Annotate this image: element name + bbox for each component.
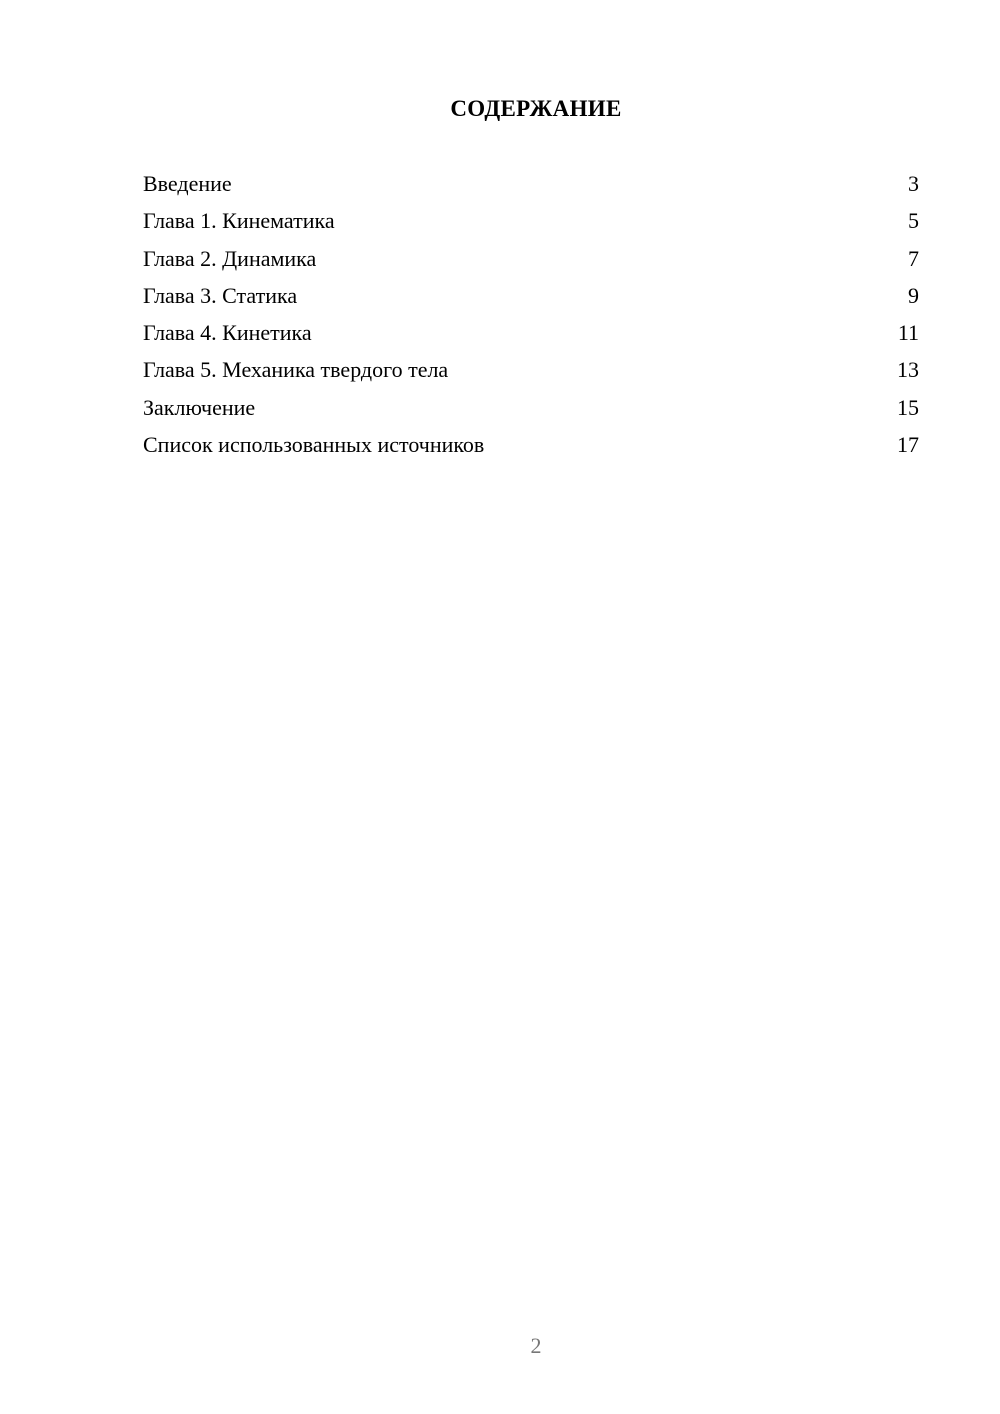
toc-entry-chapter-5	[143, 354, 919, 391]
page-title: СОДЕРЖАНИЕ	[450, 96, 622, 121]
toc-entry-page: 15	[897, 394, 919, 420]
toc-entry-chapter-3	[143, 280, 919, 317]
toc-entry-label: Глава 2. Динамика	[143, 245, 317, 271]
toc-entry-references	[143, 429, 919, 466]
toc-entry-page: 3	[908, 171, 919, 196]
toc-entry-label: Список использованных источников	[143, 432, 485, 458]
toc-entry-page: 9	[908, 282, 919, 308]
toc-entry-page: 13	[897, 357, 919, 383]
toc-entry-label: Глава 3. Статика	[143, 282, 298, 308]
toc-entry-chapter-2	[143, 243, 919, 280]
toc-entry-page: 7	[908, 245, 919, 271]
toc-entry-label: Введение	[143, 171, 232, 196]
toc-entry-page: 11	[897, 320, 919, 346]
toc-entry-page: 17	[897, 432, 919, 458]
table-of-contents	[143, 168, 919, 466]
toc-entry-chapter-1	[143, 205, 919, 242]
toc-entry-label: Глава 5. Механика твердого тела	[143, 357, 449, 383]
toc-entry-introduction	[143, 168, 919, 205]
toc-entry-chapter-4	[143, 317, 919, 354]
toc-entry-label: Глава 1. Кинематика	[143, 208, 335, 234]
toc-entry-label: Заключение	[143, 394, 256, 420]
toc-entry-conclusion	[143, 392, 919, 429]
page-number: 2	[530, 1333, 542, 1358]
toc-entry-label: Глава 4. Кинетика	[143, 320, 312, 346]
toc-entry-page: 5	[908, 208, 919, 234]
